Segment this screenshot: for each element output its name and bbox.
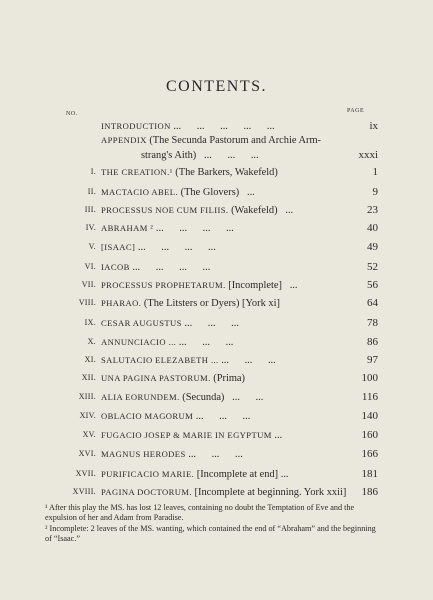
entry-detail: (The Litsters or Dyers) [York xi] bbox=[143, 298, 280, 309]
contents-entry bbox=[40, 296, 378, 310]
entry-text bbox=[101, 240, 216, 255]
entry-detail: [Incomplete] ... bbox=[228, 280, 298, 291]
entry-page-number: 86 bbox=[367, 336, 378, 348]
entry-detail: ... ... ... ... bbox=[155, 223, 234, 234]
entry-page-number: 140 bbox=[361, 410, 378, 422]
entry-title: PROCESSUS PROPHETARUM. bbox=[101, 280, 226, 290]
entry-title: MACTACIO ABEL. bbox=[101, 187, 179, 197]
entry-detail: ... ... ... ... bbox=[137, 242, 216, 253]
contents-entry bbox=[40, 353, 378, 367]
entry-page-number: 56 bbox=[367, 279, 378, 291]
entry-number: XII. bbox=[81, 373, 96, 382]
entry-title: PURIFICACIO MARIE. bbox=[101, 469, 195, 479]
entry-title: ABRAHAM ² bbox=[101, 223, 154, 233]
entry-text bbox=[101, 335, 233, 350]
entry-title: PAGINA DOCTORUM. bbox=[101, 487, 192, 497]
contents-entry bbox=[40, 119, 378, 133]
entry-detail: (The Barkers, Wakefeld) bbox=[175, 167, 278, 178]
entry-text bbox=[101, 203, 293, 218]
entry-title: PHARAO. bbox=[101, 298, 142, 308]
entry-page-number: 116 bbox=[361, 391, 378, 403]
entry-number: X. bbox=[87, 337, 96, 346]
contents-entry bbox=[40, 278, 378, 292]
entry-page-number: 100 bbox=[361, 372, 378, 384]
entry-title: MAGNUS HERODES bbox=[101, 449, 186, 459]
entry-text bbox=[101, 390, 263, 405]
entry-number: III. bbox=[84, 205, 96, 214]
entry-title: THE CREATION.¹ bbox=[101, 167, 173, 177]
entry-detail: (The Secunda Pastorum and Archie Arm- bbox=[149, 135, 322, 146]
entry-detail: (Wakefeld) ... bbox=[231, 205, 294, 216]
page-column-header: PAGE bbox=[347, 108, 365, 114]
entry-title: ALIA EORUNDEM. bbox=[101, 392, 180, 402]
entry-page-number: ix bbox=[369, 120, 378, 132]
entry-page-number: 1 bbox=[372, 166, 378, 178]
entry-title: SALUTACIO ELEZABETH ... bbox=[101, 355, 219, 365]
entry-number: XVI. bbox=[78, 449, 96, 458]
entry-title: OBLACIO MAGORUM bbox=[101, 411, 194, 421]
entry-number: VII. bbox=[81, 280, 96, 289]
entry-title: CESAR AUGUSTUS bbox=[101, 318, 182, 328]
entry-page-number: 160 bbox=[361, 429, 378, 441]
entry-number: VIII. bbox=[78, 298, 96, 307]
entry-text bbox=[101, 260, 210, 275]
entry-number: IX. bbox=[84, 318, 96, 327]
entry-detail: [Incomplete at beginning. York xxii] bbox=[194, 487, 347, 498]
entry-title: UNA PAGINA PASTORUM. bbox=[101, 373, 211, 383]
entry-detail: [Incomplete at end] ... bbox=[196, 469, 289, 480]
entry-number: II. bbox=[87, 187, 96, 196]
contents-entry bbox=[40, 221, 378, 235]
contents-entry bbox=[40, 133, 378, 147]
entry-title: [ISAAC] bbox=[101, 242, 136, 252]
contents-entry bbox=[40, 428, 378, 442]
entry-text bbox=[101, 119, 275, 134]
entry-number: V. bbox=[88, 242, 96, 251]
entry-page-number: 9 bbox=[372, 186, 378, 198]
entry-detail: ... bbox=[274, 430, 283, 441]
entry-text bbox=[101, 428, 282, 443]
entry-detail: ... ... ... bbox=[221, 355, 276, 366]
contents-entry bbox=[40, 165, 378, 179]
contents-entry bbox=[40, 148, 378, 162]
entry-number: IV. bbox=[85, 223, 96, 232]
entry-title: PROCESSUS NOE CUM FILIIS. bbox=[101, 205, 229, 215]
entry-detail: (The Glovers) ... bbox=[180, 187, 255, 198]
entry-detail: (Prima) bbox=[213, 373, 246, 384]
entry-number: XI. bbox=[84, 355, 96, 364]
entry-text bbox=[141, 148, 259, 163]
page-title: CONTENTS. bbox=[165, 78, 268, 95]
entry-text bbox=[101, 353, 276, 368]
entry-detail: ... ... ... ... ... bbox=[173, 121, 275, 132]
entry-detail: ... ... ... bbox=[195, 411, 251, 422]
entry-title: ANNUNCIACIO ... bbox=[101, 337, 177, 347]
contents-entry bbox=[40, 335, 378, 349]
entry-page-number: 78 bbox=[367, 317, 378, 329]
contents-entry bbox=[40, 316, 378, 330]
entry-text bbox=[101, 185, 255, 200]
contents-entry bbox=[40, 203, 378, 217]
contents-entry bbox=[40, 240, 378, 254]
entry-page-number: 181 bbox=[361, 468, 378, 480]
contents-entry bbox=[40, 390, 378, 404]
entry-title: IACOB bbox=[101, 262, 130, 272]
entry-detail: ... ... ... bbox=[188, 449, 243, 460]
contents-entry bbox=[40, 485, 378, 499]
entry-page-number: 186 bbox=[361, 486, 378, 498]
contents-entry bbox=[40, 185, 378, 199]
entry-text bbox=[101, 165, 278, 180]
contents-entry bbox=[40, 409, 378, 423]
contents-entry bbox=[40, 371, 378, 385]
entry-detail: ... ... ... bbox=[178, 337, 234, 348]
entry-title: FUGACIO JOSEP & MARIE IN EGYPTUM bbox=[101, 430, 272, 440]
footnote-1: ¹ After this play the MS. has lost 12 leaves, containing no doubt the Temptation of Eve and the expulsion of her and Adam from Paradise. bbox=[45, 503, 355, 522]
entry-page-number: 23 bbox=[367, 204, 378, 216]
contents-entry bbox=[40, 447, 378, 461]
footnote-2: ² Incomplete: 2 leaves of the MS. wanting, which contained the end of “Abraham” and the beginning of “Isaac.” bbox=[45, 524, 376, 543]
entry-title: APPENDIX bbox=[101, 135, 147, 145]
entry-text bbox=[101, 485, 346, 500]
entry-number: I. bbox=[90, 167, 96, 176]
entry-text bbox=[101, 409, 250, 424]
entry-detail: (Secunda) ... ... bbox=[182, 392, 264, 403]
entry-page-number: 49 bbox=[367, 241, 378, 253]
contents-entry bbox=[40, 467, 378, 481]
entry-text bbox=[101, 133, 321, 148]
entry-text bbox=[101, 316, 239, 331]
entry-title: INTRODUCTION bbox=[101, 121, 171, 131]
contents-entry bbox=[40, 260, 378, 274]
entry-page-number: 166 bbox=[361, 448, 378, 460]
entry-text bbox=[101, 447, 243, 462]
entry-text bbox=[101, 371, 245, 386]
entry-text bbox=[101, 278, 298, 293]
entry-page-number: 97 bbox=[367, 354, 378, 366]
entry-page-number: 40 bbox=[367, 222, 378, 234]
entry-number: XV. bbox=[82, 430, 96, 439]
entry-number: VI. bbox=[84, 262, 96, 271]
entry-page-number: 52 bbox=[367, 261, 378, 273]
entry-detail: ... ... ... bbox=[184, 318, 239, 329]
entry-text bbox=[101, 221, 234, 236]
entry-text bbox=[101, 296, 280, 311]
entry-number: XIII. bbox=[78, 392, 96, 401]
entry-page-number: 64 bbox=[367, 297, 378, 309]
entry-number: XIV. bbox=[79, 411, 96, 420]
entry-text bbox=[101, 467, 289, 482]
entry-detail: strang's Aith) ... ... ... bbox=[141, 150, 259, 161]
entry-number: XVIII. bbox=[72, 487, 96, 496]
entry-page-number: xxxi bbox=[358, 149, 378, 161]
number-column-header: NO. bbox=[66, 111, 78, 117]
entry-number: XVII. bbox=[75, 469, 96, 478]
entry-detail: ... ... ... ... bbox=[132, 262, 211, 273]
